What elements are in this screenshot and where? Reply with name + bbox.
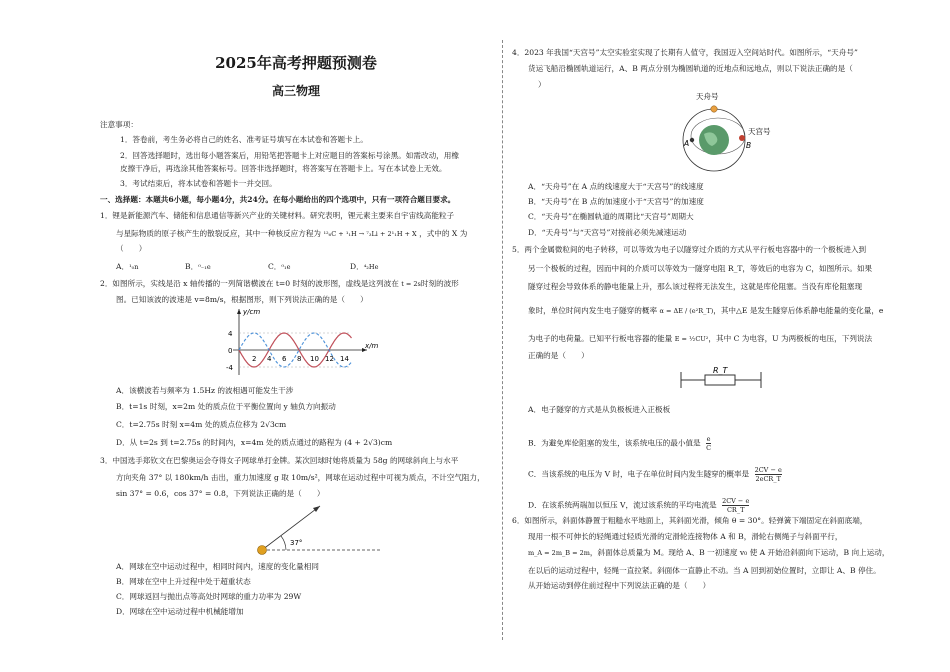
point-b-marker — [739, 135, 745, 141]
y-axis-arrow — [237, 309, 241, 314]
x-tick-label: 2 — [252, 355, 257, 363]
note-item: 皮擦干净后，再选涂其他答案标号。回答非选择题时，将答案写在答题卡上。写在本试卷上无效。 — [120, 164, 447, 173]
tennis-figure — [250, 500, 390, 560]
q2-option-d: D．从 t=2s 到 t=2.75s 的时间内，x=4m 处的质点通过的路程为 (4 + 2√3)cm — [116, 438, 393, 447]
angle-arc — [281, 536, 286, 550]
x-tick-label: 12 — [325, 355, 334, 363]
orbit-figure — [662, 88, 782, 176]
resistor-figure — [677, 366, 767, 392]
tianzhou-ship — [711, 106, 717, 112]
velocity-arrow — [313, 506, 320, 512]
section-heading: 一、选择题：本题共6小题，每小题4分，共24分。在每小题给出的四个选项中，只有一项符合题目要求。 — [100, 195, 456, 204]
q6-stem: 6．如图所示，斜面体静置于粗糙水平地面上，其斜面光滑，倾角 θ = 30°。轻弹簧下端固定在斜面底端， — [512, 516, 868, 525]
wave-graph — [225, 305, 379, 377]
q5-option-c: C．当该系统的电压为 V 时，电子在单位时间内发生隧穿的概率是 2CV − e 2eCR_T — [528, 466, 782, 483]
left-column — [100, 0, 492, 672]
page-subtitle: 高三物理 — [271, 84, 320, 98]
y-tick-label: 0 — [228, 347, 233, 355]
q6-stem-line5: 从开始运动到停住前过程中下列说法正确的是（ ） — [528, 581, 711, 590]
q1-stem-line2 — [116, 229, 467, 239]
q5-option-b: B．为避免库伦阻塞的发生，该系统电压的最小值是 $\frac{e}{C}$ — [528, 435, 712, 452]
resistor-label: R_T — [713, 366, 728, 375]
x-tick-label: 10 — [310, 355, 319, 363]
q1-option-a: A．¹₀n — [116, 262, 139, 271]
q5-stem-line2: 另一个极板的过程，因而中间的介质可以等效为一隧穿电阻 R_T，等效后的电容为 C，如图所示。如果 — [528, 264, 873, 273]
option-c-fraction: 2CV − e 2eCR_T — [754, 466, 782, 483]
page-title: 2025年高考押题预测卷 — [215, 54, 377, 72]
q3-option-a: A．网球在空中运动过程中，相同时间内，速度的变化量相同 — [116, 562, 319, 571]
q4-stem-line3: ） — [538, 80, 546, 89]
q3-option-d: D．网球在空中运动过程中机械能增加 — [116, 607, 244, 616]
q4-stem: 4．2023 年我国“天宫号”太空实验室实现了长期有人值守，我国迈入空间站时代。如图所示，“天舟号” — [512, 48, 858, 57]
x-tick-label: 14 — [340, 355, 349, 363]
q3-stem: 3．中国选手郑钦文在巴黎奥运会夺得女子网球单打金牌。某次回球时她将质量为 58g 的网球斜向上与水平 — [100, 456, 459, 465]
right-column — [512, 0, 912, 672]
q4-option-b: B．“天舟号”在 B 点的加速度小于“天宫号”的加速度 — [528, 197, 704, 206]
x-tick-label: 4 — [267, 355, 272, 363]
tennis-ball — [258, 546, 267, 555]
x-axis-label: x/m — [365, 342, 379, 350]
q3-stem-line3: sin 37° = 0.6，cos 37° = 0.8，下列说法正确的是（ ） — [116, 489, 325, 498]
y-tick-label: 4 — [228, 330, 233, 338]
q4-option-c: C．“天舟号”在椭圆轨道的周期比“天宫号”周期大 — [528, 212, 694, 221]
q2-option-b: B．t=1s 时刻，x=2m 处的质点位于平衡位置向 y 轴负方向振动 — [116, 402, 336, 411]
q2-option-c: C．t=2.75s 时刻 x=4m 处的质点位移为 2√3cm — [116, 420, 287, 429]
q6-stem-line3: m_A = 2m_B = 2m，斜面体总质量为 M。现给 A、B 一初速度 v₀ 使 A 开始沿斜面向下运动，B 向上运动， — [528, 548, 890, 557]
q1-stem-text: ，式中的 X 为 — [419, 229, 468, 238]
q3-option-c: C．网球返回与抛出点等高处时网球的重力功率为 29W — [116, 592, 302, 601]
option-b-fraction: $\frac{e}{C}$ — [706, 435, 712, 452]
notes-heading: 注意事项： — [100, 120, 138, 129]
point-b-label: B — [746, 141, 752, 150]
station-label: 天宫号 — [748, 127, 771, 136]
q6-stem-line2: 现用一根不可伸长的轻绳通过轻质光滑的定滑轮连接物体 A 和 B，滑轮右侧绳子与斜面平行， — [528, 532, 843, 541]
note-item: 3．考试结束后，将本试卷和答题卡一并交回。 — [120, 179, 277, 188]
y-tick-label: -4 — [226, 364, 233, 372]
q5-stem-line6: 正确的是（ ） — [528, 351, 589, 360]
q5-option-d: D．在该系统两端加以恒压 V，流过该系统的平均电流是 $\frac{2CV - e}{CR\_T}$ — [528, 497, 750, 514]
q2-stem-line2: 图。已知该波的波速是 v=8m/s，根据图形，则下列说法正确的是（ ） — [116, 295, 368, 304]
q5-stem: 5．两个金属微粒间的电子转移，可以等效为电子以隧穿过介质的方式从平行板电容器中的一个极板进入到 — [512, 245, 867, 254]
q4-stem-line2: 货运飞船沿椭圆轨道运行，A、B 两点分别为椭圆轨道的近地点和远地点，则以下说法正确的是（ — [528, 64, 853, 73]
tunneling-probability-formula: α = ΔE / (e²R_T) — [659, 307, 714, 315]
q1-option-d: D．⁴₂He — [350, 262, 379, 271]
q3-stem-line2: 方向夹角 37° 以 180km/h 击出，重力加速度 g 取 10m/s²，网球在运动过程中可视为质点，不计空气阻力， — [116, 473, 485, 482]
q2-option-a: A．该横波若与频率为 1.5Hz 的波相遇可能发生干涉 — [116, 386, 294, 395]
q5-option-a: A．电子隧穿的方式是从负极板进入正极板 — [528, 405, 671, 414]
q4-option-d: D．“天舟号”与“天宫号”对接前必须先减速运动 — [528, 228, 687, 237]
note-item: 2．回答选择题时，选出每小题答案后，用铅笔把答题卡上对应题目的答案标号涂黑。如需改动，用橡 — [120, 151, 459, 160]
ship-label: 天舟号 — [696, 92, 719, 101]
column-divider — [502, 40, 503, 640]
q2-stem: 2．如图所示，实线是沿 x 轴传播的一列简谐横波在 t=0 时刻的波形图，虚线是这列波在 t = 2s时刻的波形 — [100, 279, 459, 288]
point-a-label: A — [684, 139, 690, 148]
q1-equation: ¹²₆C + ¹₁H → ⁷₃Li + 2¹₁H + X — [323, 230, 417, 238]
q1-stem: 1．锂是新能源汽车、储能和信息通信等新兴产业的关键材料。研究表明，锂元素主要来自宇宙线高能粒子 — [100, 211, 455, 220]
q5-stem-line3: 隧穿过程会导致体系的静电能量上升，那么该过程将无法发生，这就是库伦阻塞。当没有库伦阻塞现 — [528, 282, 863, 291]
q1-option-b: B．⁰₋₁e — [185, 262, 211, 271]
q6-stem-line4: 在以后的运动过程中，轻绳一直拉紧。斜面体一直静止不动。当 A 回到初始位置时，立即让 A、B 停住。 — [528, 566, 881, 575]
q1-stem-text: 与星际物质的原子核产生的散裂反应，其中一种核反应方程为 — [116, 229, 322, 238]
note-item: 1．答卷前，考生务必将自己的姓名、准考证号填写在本试卷和答题卡上。 — [120, 135, 368, 144]
q1-option-c: C．⁰₁e — [268, 262, 291, 271]
y-axis-label: y/cm — [243, 308, 261, 316]
q1-paren: （ ） — [116, 244, 147, 253]
q4-option-a: A．“天舟号”在 A 点的线速度大于“天宫号”的线速度 — [528, 182, 704, 191]
point-a-marker — [690, 138, 694, 142]
option-d-fraction: $\frac{2CV - e}{CR\_T}$ — [722, 497, 750, 514]
q3-option-b: B．网球在空中上升过程中处于超重状态 — [116, 577, 251, 586]
q5-stem-line5: 为电子的电荷量。已知平行板电容器的能量 E = ½CU²，其中 C 为电容，U 为两极板的电压，下列说法 — [528, 334, 873, 343]
angle-label: 37° — [290, 539, 303, 547]
q5-stem-line4: 象时，单位时间内发生电子隧穿的概率 α = ΔE / (e²R_T)，其中△E 是发生隧穿后体系静电能量的变化量，e — [528, 306, 884, 315]
capacitor-energy-formula: E = ½CU² — [674, 335, 709, 343]
x-tick-label: 8 — [297, 355, 302, 363]
tunnel-resistor — [705, 375, 735, 385]
mass-relation: m_A = 2m_B = 2m — [528, 549, 590, 557]
x-tick-label: 6 — [282, 355, 287, 363]
